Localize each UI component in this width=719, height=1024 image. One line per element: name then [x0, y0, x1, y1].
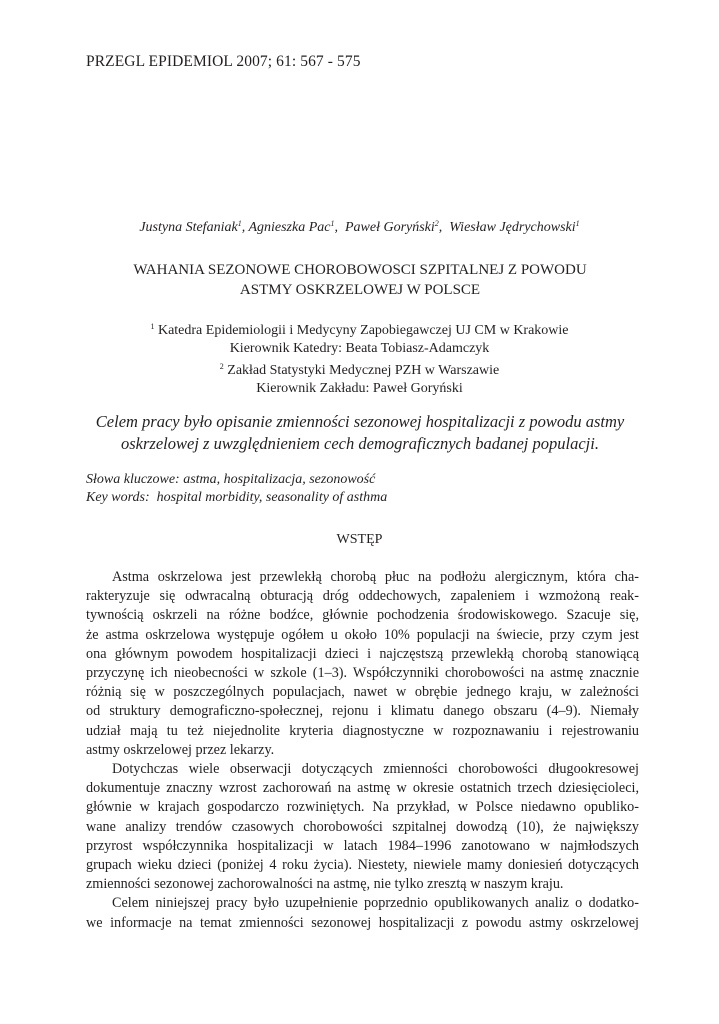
body-line: tywnością oskrzeli na różne bodźce, głównie pochodzenia środowiskowego. Szacuje się, — [86, 607, 639, 624]
affiliation-2-head: Kierownik Zakładu: Paweł Goryński — [256, 381, 463, 396]
paper-title — [90, 260, 630, 300]
affiliation-text: Katedra Epidemiologii i Medycyny Zapobiegawczej UJ CM w Krakowie — [157, 323, 569, 338]
body-line: grupach wieku dzieci (poniżej 4 roku życia). Niestety, niewiele mamy doniesień dotyczących — [86, 857, 639, 874]
title-line: WAHANIA SEZONOWE CHOROBOWOSCI SZPITALNEJ Z POWODU — [133, 262, 587, 278]
body-line: przyrost współczynnika hospitalizacji w latach 1984–1996 zanotowano w najmłodszych — [86, 837, 639, 854]
body-text — [86, 568, 639, 933]
body-line: Astma oskrzelowa jest przewlekłą chorobą płuc na podłożu alergicznym, która cha- — [112, 569, 639, 585]
keywords — [86, 471, 387, 507]
author-affiliation-mark: 1 — [237, 219, 242, 228]
affiliation-text: Zakład Statystyki Medycznej PZH w Warszawie — [227, 363, 500, 378]
author-separator: , — [241, 220, 249, 235]
body-line: wane analizy trendów czasowych chorobowości szpitalnej dowodzą (10), że największy — [86, 818, 639, 835]
body-line: udział mają tu też niejednolite kryteria diagnostyczne w rozpoznawaniu i rejestrowaniu — [86, 722, 639, 739]
body-line: przyczynę ich nieobecności w szkole (1–3). Współczynniki chorobowości na astmę znacznie — [86, 665, 639, 682]
author-name: Wiesław Jędrychowski — [449, 220, 576, 235]
abstract-line: oskrzelowej z uwzględnieniem cech demograficznych badanej populacji. — [121, 434, 599, 453]
author-affiliation-mark: 1 — [575, 219, 580, 228]
keywords-polish: Słowa kluczowe: astma, hospitalizacja, sezonowość — [86, 472, 376, 487]
author-separator: , — [438, 220, 450, 235]
body-line: ona głównym powodem hospitalizacji dzieci i najczęstszą przewlekłą chorobą stanowiącą — [86, 645, 639, 662]
author-name: Justyna Stefaniak — [139, 220, 238, 235]
body-line: od struktury demograficzno-społecznej, rejonu i klimatu danego obszaru (4–9). Niemały — [86, 703, 639, 720]
abstract-line: Celem pracy było opisanie zmienności sezonowej hospitalizacji z powodu astmy — [95, 412, 625, 431]
author-affiliation-mark: 1 — [330, 219, 335, 228]
affiliation-1-head: Kierownik Katedry: Beata Tobiasz-Adamczyk — [229, 341, 490, 356]
author-separator: , — [334, 220, 345, 235]
abstract — [80, 411, 640, 455]
body-line: astmy oskrzelowej przez lekarzy. — [86, 741, 275, 758]
affiliation-mark: 1 — [150, 322, 155, 331]
body-line: Celem niniejszej pracy było uzupełnienie poprzednio opublikowanych analiz o dodatko- — [112, 895, 639, 912]
body-line: rakteryzuje się odwracalną obturacją dróg oddechowych, zapaleniem i wzmożoną reak- — [86, 588, 639, 605]
journal-citation: PRZEGL EPIDEMIOL 2007; 61: 567 - 575 — [86, 53, 361, 70]
title-line: ASTMY OSKRZELOWEJ W POLSCE — [239, 282, 481, 298]
body-line: że astma oskrzelowa występuje ogółem u około 10% populacji na świecie, przy czym jest — [86, 626, 639, 643]
author-name: Paweł Goryński — [344, 220, 435, 235]
author-list — [0, 219, 719, 236]
body-line: głównie w krajach gospodarczo rozwiniętych. Na przykład, w Polsce niedawno opubliko- — [86, 799, 639, 816]
affiliations — [0, 318, 719, 398]
body-line: różnią się w poszczególnych populacjach, nawet w obrębie jednego kraju, w zależności — [86, 684, 639, 701]
section-heading: WSTĘP — [336, 532, 383, 547]
affiliation-1 — [0, 318, 719, 340]
body-line: Dotychczas wiele obserwacji dotyczących zmienności chorobowości długookresowej — [112, 761, 639, 778]
affiliation-2 — [0, 358, 719, 380]
body-line: we informacje na temat zmienności sezonowej hospitalizacji z powodu astmy oskrzelowej — [86, 914, 639, 931]
author-name: Agnieszka Pac — [248, 220, 331, 235]
author-affiliation-mark: 2 — [434, 219, 439, 228]
body-line: zmienności sezonowej zachorowalności na astmę, nie tylko zresztą w naszym kraju. — [86, 876, 564, 893]
body-line: dokumentuje znaczny wzrost zachorowań na astmę w okresie ostatnich trzech dziesięcioleci, — [86, 780, 639, 797]
affiliation-mark: 2 — [219, 362, 224, 371]
keywords-english: Key words: hospital morbidity, seasonality of asthma — [86, 490, 388, 505]
